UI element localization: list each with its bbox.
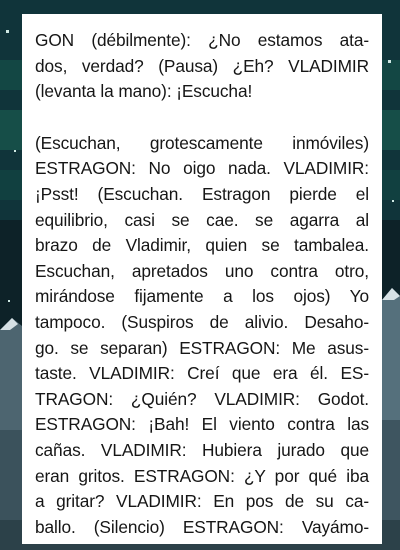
text-line: equilibrio, casi se cae. se agarra al [35,209,369,230]
text-line: ESTRAGON: No oigo nada. VLADIMIR: [35,158,369,179]
text-line: (levanta la mano): ¡Escucha! [35,81,253,102]
text-line: TRAGON: ¿Quién? VLADIMIR: Godot. [35,388,369,409]
text-line: Escuchan, apretados uno contra otro, [35,260,369,281]
text-line: ballo. (Silencio) ESTRAGON: Vayámo- [35,516,369,537]
text-line: taste. VLADIMIR: Creí que era él. ES- [35,363,369,384]
text-line: GON (débilmente): ¿No estamos ata- [35,30,369,50]
text-line: ESTRAGON: ¡Bah! El viento contra las [35,414,369,435]
paragraph-1 [35,28,369,105]
text-line: a gritar? VLADIMIR: En pos de su ca- [35,491,369,512]
text-line: brazo de Vladimir, quien se tambalea. [35,235,369,256]
text-line: ¡Psst! (Escuchan. Estragon pierde el [35,183,369,204]
text-line: eran gritos. ESTRAGON: ¿Y por qué iba [35,465,369,486]
text-line: mirándose fijamente a los ojos) Yo [35,286,369,307]
text-card [22,14,382,544]
text-line: dos, verdad? (Pausa) ¿Eh? VLADIMIR [35,55,369,76]
text-line: tampoco. (Suspiros de alivio. Desaho- [35,311,369,332]
text-line: (Escuchan, grotescamente inmóviles) [35,132,369,153]
paragraph-2 [35,131,369,541]
text-line: go. se separan) ESTRAGON: Me asus- [35,337,369,358]
text-line: cañas. VLADIMIR: Hubiera jurado que [35,439,369,460]
